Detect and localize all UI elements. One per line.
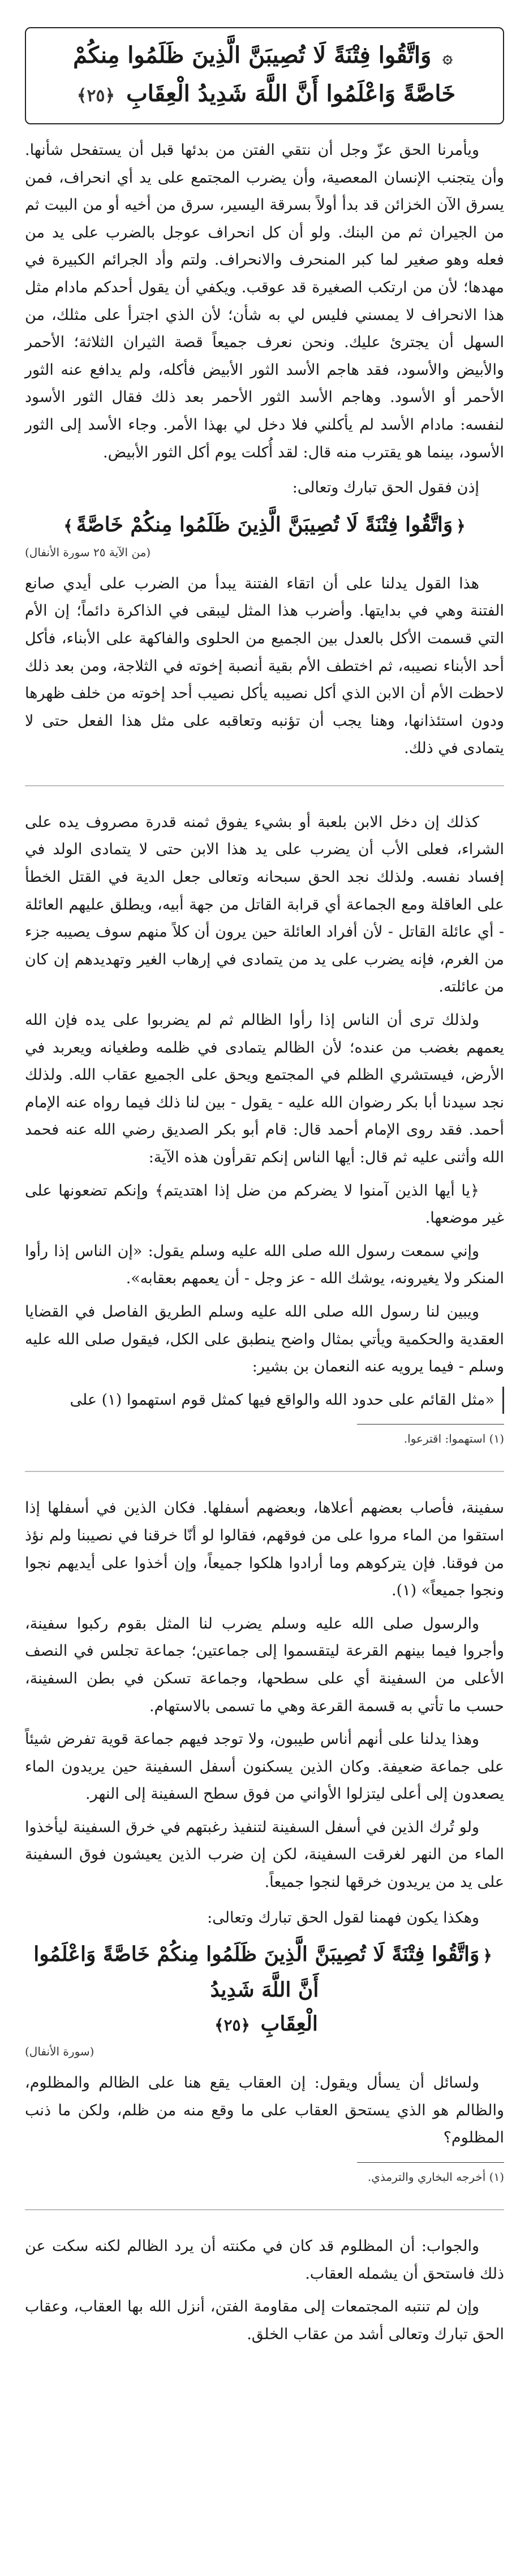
footnote: (١) أخرجه البخاري والترمذي.: [367, 2170, 504, 2184]
ornament-icon: ﴿: [456, 516, 466, 535]
page-divider: [25, 785, 504, 786]
inline-verse: [25, 1937, 504, 2042]
verse-reference: (من الآية ٢٥ سورة الأنفال): [25, 545, 151, 559]
paragraph: وإن لم تنتبه المجتمعات إلى مقاومة الفتن، أنزل الله بها العقاب، وعقاب الحق تبارك وتعالى أشد من عقاب الخلق.: [25, 2298, 504, 2343]
answer-paragraph: والجواب: أن المظلوم قد كان في مكنته أن يرد الظالم لكنه سكت عن ذلك فاستحق أن يشمله العقاب.: [25, 2237, 504, 2283]
lead-in-text: وهكذا يكون فهمنا لقول الحق تبارك وتعالى:: [207, 1908, 479, 1926]
ornament-icon: ﴿: [483, 1946, 492, 1965]
paragraph: ويأمرنا الحق عزّ وجل أن نتقي الفتن من بدئها قبل أن يستفحل شأنها. وأن يتجنب الإنسان المعصية، وأن يضرب المجتمع على يد أي انحراف، فمن يسرق الآن الخزائن قد بدأ أولاً بسرقة اليسير، سرق من أخيه أو من البيت ثم من الجيران ثم من البنك. ولو أن كل انحراف عوجل بالضرب على يد من فعله وهو صغير لما كبر المنحرف والانحراف. ولتم وأد الجرائم الكبيرة في مهدها؛ لأن من ارتكب الصغيرة قد عوقب. ويكفي أن يقول أحدكم مادام مثل هذا الانحراف لا يمسني فليس لي به شأن؛ لأن الذي اجترأ على مثلك، من السهل أن يجترئ عليك. ونحن نعرف جميعاً قصة الثيران الثلاثة؛ الأحمر والأبيض والأسود، فقد هاجم الأسد الثور الأبيض فأكله، ولم يدافع عنه الثور الأحمر أو الأسود. وهاجم الأسد الثور الأحمر بعد ذلك فقال الثور الأسود لنفسه: مادام الأسد لم يأكلني فلا دخل لي بهذا الأمر. وجاء الأسد إلى الثور الأسود، بينما هو يقترب منه قال: لقد أُكلت يوم أكل الثور الأبيض.: [25, 141, 504, 461]
verse-banner-text1: وَاتَّقُوا فِتْنَةً لَا تُصِيبَنَّ الَّذِينَ ظَلَمُوا مِنكُمْ: [73, 42, 432, 68]
paragraph: كذلك إن دخل الابن بلعبة أو بشيء يفوق ثمنه قدرة مصروف يده على الشراء، فعلى الأب أن يضرب على يد هذا الابن حتى لا يتمادى الولد في إفساد نفسه. ولذلك نجد الحق سبحانه وتعالى جعل الدية في القتل الخطأ على العاقلة ومع الجماعة أي قرابة القاتل من جهة أبيه، ويطلق عليهم العائلة - أي عائلة القاتل - لأن أفراد العائلة حين يرون أن كلاً منهم سوف يصيبه جزء من الغرم، فإنه يضرب على يد من يتمادى في إرهاب الغير وتهديدهم إن كان من عائلته.: [25, 813, 505, 996]
hadith-text: «مثل القائم على حدود الله والواقع فيها كمثل قوم استهموا (١) على: [70, 1391, 494, 1409]
verse-banner-text2: خَاصَّةً وَاعْلَمُوا أَنَّ اللَّهَ شَدِيدُ الْعِقَابِ: [126, 80, 456, 107]
verse-number: ٢٥: [87, 86, 105, 106]
inline-verse-line2: [25, 2007, 504, 2042]
paragraph: ولو تُرك الذين في أسفل السفينة لتنفيذ رغبتهم في خرق السفينة ليأخذوا الماء من النهر لغرقت السفينة، لكن إن ضرب الذين يعيشون فوق السفينة على يد من يريدون خرقها لنجوا جميعاً.: [25, 1818, 504, 1891]
paragraph: وهذا يدلنا على أنهم أناس طيبون، ولا توجد فيهم جماعة قوية تفرض شيئاً على جماعة ضعيفة. وكان الذين يسكنون أسفل السفينة حين يريدون الماء يصعدون إلى أعلى ليتزلوا الأواني من فوق سطح السفينة إلى النهر.: [25, 1730, 504, 1803]
question-paragraph: ولسائل أن يسأل ويقول: إن العقاب يقع هنا على الظالم والمظلوم، والظالم هو الذي يستحق العقاب على ما وقع منه من ظلم، ولكن ما ذنب المظلوم؟: [25, 2074, 504, 2147]
page-divider: [25, 1471, 504, 1472]
quoted-verse-paragraph: ﴿يا أيها الذين آمنوا لا يضركم من ضل إذا اهتديتم﴾ وإنكم تضعونها على غير موضعها.: [25, 1181, 504, 1227]
paragraph: وإني سمعت رسول الله صلى الله عليه وسلم يقول: «إن الناس إذا رأوا المنكر ولا يغيرونه، يوشك الله - عز وجل - أن يعمهم بعقابه».: [25, 1242, 504, 1288]
ornament-icon: ۞: [442, 47, 453, 67]
verse-banner-line1: [38, 37, 491, 76]
inline-verse-text: وَاتَّقُوا فِتْنَةً لَا تُصِيبَنَّ الَّذِينَ ظَلَمُوا مِنكُمْ خَاصَّةً: [76, 512, 453, 536]
verse-banner-line2: [38, 76, 491, 114]
verse-reference: (سورة الأنفال): [25, 2045, 94, 2059]
paragraph: هذا القول يدلنا على أن اتقاء الفتنة يبدأ من الضرب على أيدي صانع الفتنة وهي في بدايتها. وأضرب هذا المثل ليبقى في الذاكرة دائماً؛ إن الأم التي قسمت الأكل بالعدل بين الجميع من الحلوى والفاكهة على الأبناء، فأكل أحد الأبناء نصيبه، ثم اختطف الأم بقية أنصبة إخوته في الثلاجة، ومن بعد ذلك لاحظت الأم أن الابن الذي أكل نصيبه يأكل نصيب أحد إخوته من خلف ظهرها ودون استئذانها، وهنا يجب أن تؤنبه وتعاقبه على مثل هذا الفعل حتى لا يتمادى في ذلك.: [25, 574, 504, 757]
lead-in-text: إذن فقول الحق تبارك وتعالى:: [292, 479, 479, 497]
page-divider: [25, 2209, 504, 2210]
paragraph: ويبين لنا رسول الله صلى الله عليه وسلم الطريق الفاصل في القضايا العقدية والحكمية ويأتي بمثال واضح ينطبق على الكل، فيقول صلى الله عليه وسلم - فيما يرويه عنه النعمان بن بشير:: [25, 1302, 504, 1376]
footnote-separator: [357, 1424, 504, 1425]
verse-number-marker: ﴿٢٥﴾: [76, 86, 115, 106]
inline-verse-text1: وَاتَّقُوا فِتْنَةً لَا تُصِيبَنَّ الَّذِينَ ظَلَمُوا مِنكُمْ خَاصَّةً وَاعْلَمُوا أَنَّ اللَّهَ شَدِيدُ: [33, 1942, 480, 2002]
paragraph: والرسول صلى الله عليه وسلم يضرب لنا المثل بقوم ركبوا سفينة، وأجروا فيما بينهم القرعة ليتقسموا إلى جماعتين؛ جماعة تجلس في النصف الأعلى من السفينة أي على سطحها، وجماعة تسكن في بطن السفينة، حسب ما تأتي به قسمة القرعة وهي ما تسمى بالاستهام.: [25, 1614, 504, 1715]
paragraph: ولذلك ترى أن الناس إذا رأوا الظالم ثم لم يضربوا على يده فإن الله يعمهم بغضب من عنده؛ لأن الظالم يتمادى في ظلمه وطغيانه ويعربد في الأرض، فيستشري الظلم في المجتمع ويحق على الجميع عقاب الله. ولذلك نجد سيدنا أبا بكر رضوان الله عليه - يقول - بين لنا ذلك فيما رواه عنه الإمام أحمد. فقد روى الإمام أحمد قال: قام أبو بكر الصديق رضي الله عنه فحمد الله وأثنى عليه ثم قال: أيها الناس إنكم تقرأون هذه الآية:: [25, 1011, 504, 1166]
hadith-block: [25, 1387, 504, 1414]
verse-number-marker: ﴿٢٥﴾: [214, 2016, 250, 2035]
inline-verse: [25, 508, 504, 543]
ornament-icon: ﴾: [63, 516, 73, 535]
footnote: (١) استهموا: اقترعوا.: [403, 1432, 504, 1446]
footnote-separator: [357, 2162, 504, 2163]
verse-banner: [25, 27, 504, 124]
inline-verse-line1: [25, 1937, 504, 2007]
verse-number: ٢٥: [223, 2016, 241, 2035]
paragraph: سفينة، فأصاب بعضهم أعلاها، وبعضهم أسفلها. فكان الذين في أسفلها إذا استقوا من الماء مروا على من فوقهم، فقالوا لو أنّا خرقنا في نصيبنا ولم نؤذ من فوقنا. فإن يتركوهم وما أرادوا هلكوا جميعاً، وإن أخذوا على أيديهم نجوا ونجوا جميعاً» (١).: [25, 1499, 504, 1600]
inline-verse-text2: الْعِقَابِ: [260, 2012, 318, 2036]
